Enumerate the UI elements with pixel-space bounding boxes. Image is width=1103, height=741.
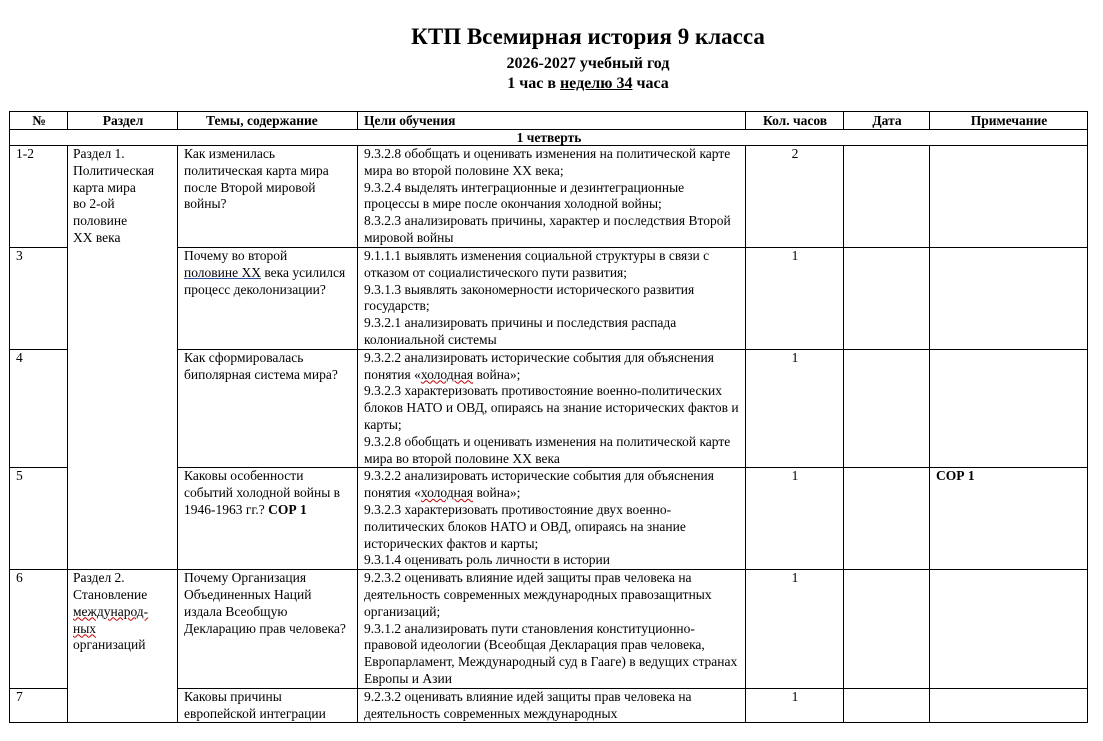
col-header-section: Раздел (68, 112, 178, 130)
topic-cell: Почему Организация Объединенных Наций издала Всеобщую Декларацию прав человека? (178, 570, 358, 689)
goals-cell (358, 349, 746, 468)
goal-item: 8.3.2.3 анализировать причины, характер и последствия Второй мировой войны (364, 213, 731, 245)
goal-item: 9.3.1.4 оценивать роль личности в истории (364, 552, 610, 568)
col-header-hours: Кол. часов (746, 112, 844, 130)
header-row (10, 112, 1088, 130)
goal-item: 9.3.2.8 обобщать и оценивать изменения на политической карте мира во второй половине XX века (364, 433, 731, 466)
topic-text: Каковы особенности событий холодной войны в 1946-1963 гг.? (184, 468, 341, 517)
hours-cell: 1 (746, 570, 844, 689)
topic-assessment-label: СОР 1 (268, 501, 307, 517)
hours-line-text (507, 75, 669, 93)
col-header-date: Дата (844, 112, 930, 130)
col-header-topics: Темы, содержание (178, 112, 358, 130)
hours-cell: 1 (746, 688, 844, 723)
date-cell (844, 468, 930, 570)
hours-cell: 1 (746, 248, 844, 350)
table-row (10, 570, 1088, 689)
academic-year-text: 2026-2027 учебный год (506, 55, 670, 72)
section-title-line: карта мира (73, 179, 136, 195)
topic-cell: Как изменилась политическая карта мира после Второй мировой войны? (178, 146, 358, 248)
goals-cell (358, 688, 746, 723)
hours-cell: 2 (746, 146, 844, 248)
goal-item: 9.2.3.2 оценивать влияние идей защиты прав человека на деятельность современных международных (364, 688, 692, 721)
goal-item: 9.1.1.1 выявлять изменения социальной структуры в связи с отказом от социалистического пути развития; (364, 248, 710, 280)
goal-text: война»; (473, 366, 521, 382)
table-row (10, 146, 1088, 248)
row-number: 5 (10, 468, 68, 570)
section-1-cell (68, 146, 178, 570)
row-number: 4 (10, 349, 68, 468)
col-header-number: № (10, 112, 68, 130)
section-title-line: организаций (73, 637, 146, 653)
date-cell (844, 248, 930, 350)
goal-item: 9.3.1.3 выявлять закономерности исторического развития государств; (364, 281, 695, 314)
note-cell (930, 688, 1088, 723)
goal-text: война»; (473, 485, 521, 501)
goal-item: 9.3.2.8 обобщать и оценивать изменения на политической карте мира во второй половине XX века; (364, 146, 731, 178)
section-title-line: Раздел 2. (73, 570, 125, 586)
topic-text: Почему во второй (184, 248, 288, 263)
date-cell (844, 349, 930, 468)
goal-item: 9.2.3.2 оценивать влияние идей защиты прав человека на деятельность современных международных правозащитных организаций; (364, 570, 712, 619)
goals-cell (358, 570, 746, 689)
row-number: 6 (10, 570, 68, 689)
goal-text: 9.3.2.2 анализировать исторические события для объяснения понятия « (364, 349, 714, 382)
topic-cell: Каковы причины европейской интеграции (178, 688, 358, 723)
hours-underlined: неделю 34 (559, 75, 633, 92)
row-number: 1-2 (10, 146, 68, 248)
note-cell (930, 570, 1088, 689)
goal-item (364, 468, 740, 502)
col-header-goals: Цели обучения (358, 112, 746, 130)
date-cell (844, 146, 930, 248)
goal-item: 9.3.2.3 характеризовать противостояние военно-политических блоков НАТО и ОВД, опираясь на знание исторических фактов и карты; (364, 383, 739, 432)
topic-cell: Как сформировалась биполярная система мира? (178, 349, 358, 468)
section-title-line: Раздел 1. (73, 146, 125, 161)
topic-cell (178, 248, 358, 350)
document-title-text: КТП Всемирная история 9 класса (411, 24, 765, 49)
note-cell: СОР 1 (930, 468, 1088, 570)
section-title-line: ных (73, 620, 97, 636)
goal-text: 9.3.2.2 анализировать исторические события для объяснения понятия « (364, 468, 714, 501)
section-title-line: половине (73, 213, 128, 229)
col-header-note: Примечание (930, 112, 1088, 130)
hours-suffix: часа (632, 75, 669, 92)
row-number: 7 (10, 688, 68, 723)
note-cell (930, 349, 1088, 468)
topic-text: века усилился процесс деколонизации? (184, 264, 346, 297)
goal-text-spellcheck: холодная (420, 366, 474, 382)
goal-item: 9.3.2.1 анализировать причины и последствия распада колониальной системы (364, 315, 677, 347)
goal-item: 9.3.2.3 характеризовать противостояние двух военно-политических блоков НАТО и ОВД, опираясь на знание исторических фактов и карты; (364, 501, 686, 551)
note-cell (930, 146, 1088, 248)
section-title-line: международ- (73, 603, 149, 619)
section-2-cell (68, 570, 178, 723)
goal-text-spellcheck: холодная (420, 485, 474, 501)
row-number: 3 (10, 248, 68, 350)
goals-cell (358, 468, 746, 570)
hours-cell: 1 (746, 349, 844, 468)
ktp-table (9, 111, 1088, 723)
goals-cell (358, 248, 746, 350)
note-cell (930, 248, 1088, 350)
hours-cell: 1 (746, 468, 844, 570)
date-cell (844, 688, 930, 723)
hours-prefix: 1 час в (507, 75, 560, 92)
quarter-label: 1 четверть (10, 130, 1088, 146)
section-title-line: Становление (73, 586, 148, 602)
section-title-line: Политическая (73, 162, 155, 178)
goal-item: 9.3.2.4 выделять интеграционные и дезинтеграционные процессы в мире после окончания холодной войны; (364, 179, 685, 212)
goal-item (364, 350, 740, 384)
date-cell (844, 570, 930, 689)
goals-cell (358, 146, 746, 248)
topic-text-underlined: половине XX (184, 264, 261, 280)
goal-item: 9.3.1.2 анализировать пути становления конституционно-правовой идеологии (Всеобщая Декларация прав человека, Европарламент, Международный суд в Гааге) в ведущих странах Европы и Азии (364, 620, 738, 686)
section-title-line: XX века (73, 229, 121, 245)
section-title-line: во 2-ой (73, 196, 115, 212)
topic-cell (178, 468, 358, 570)
quarter-row (10, 130, 1088, 146)
